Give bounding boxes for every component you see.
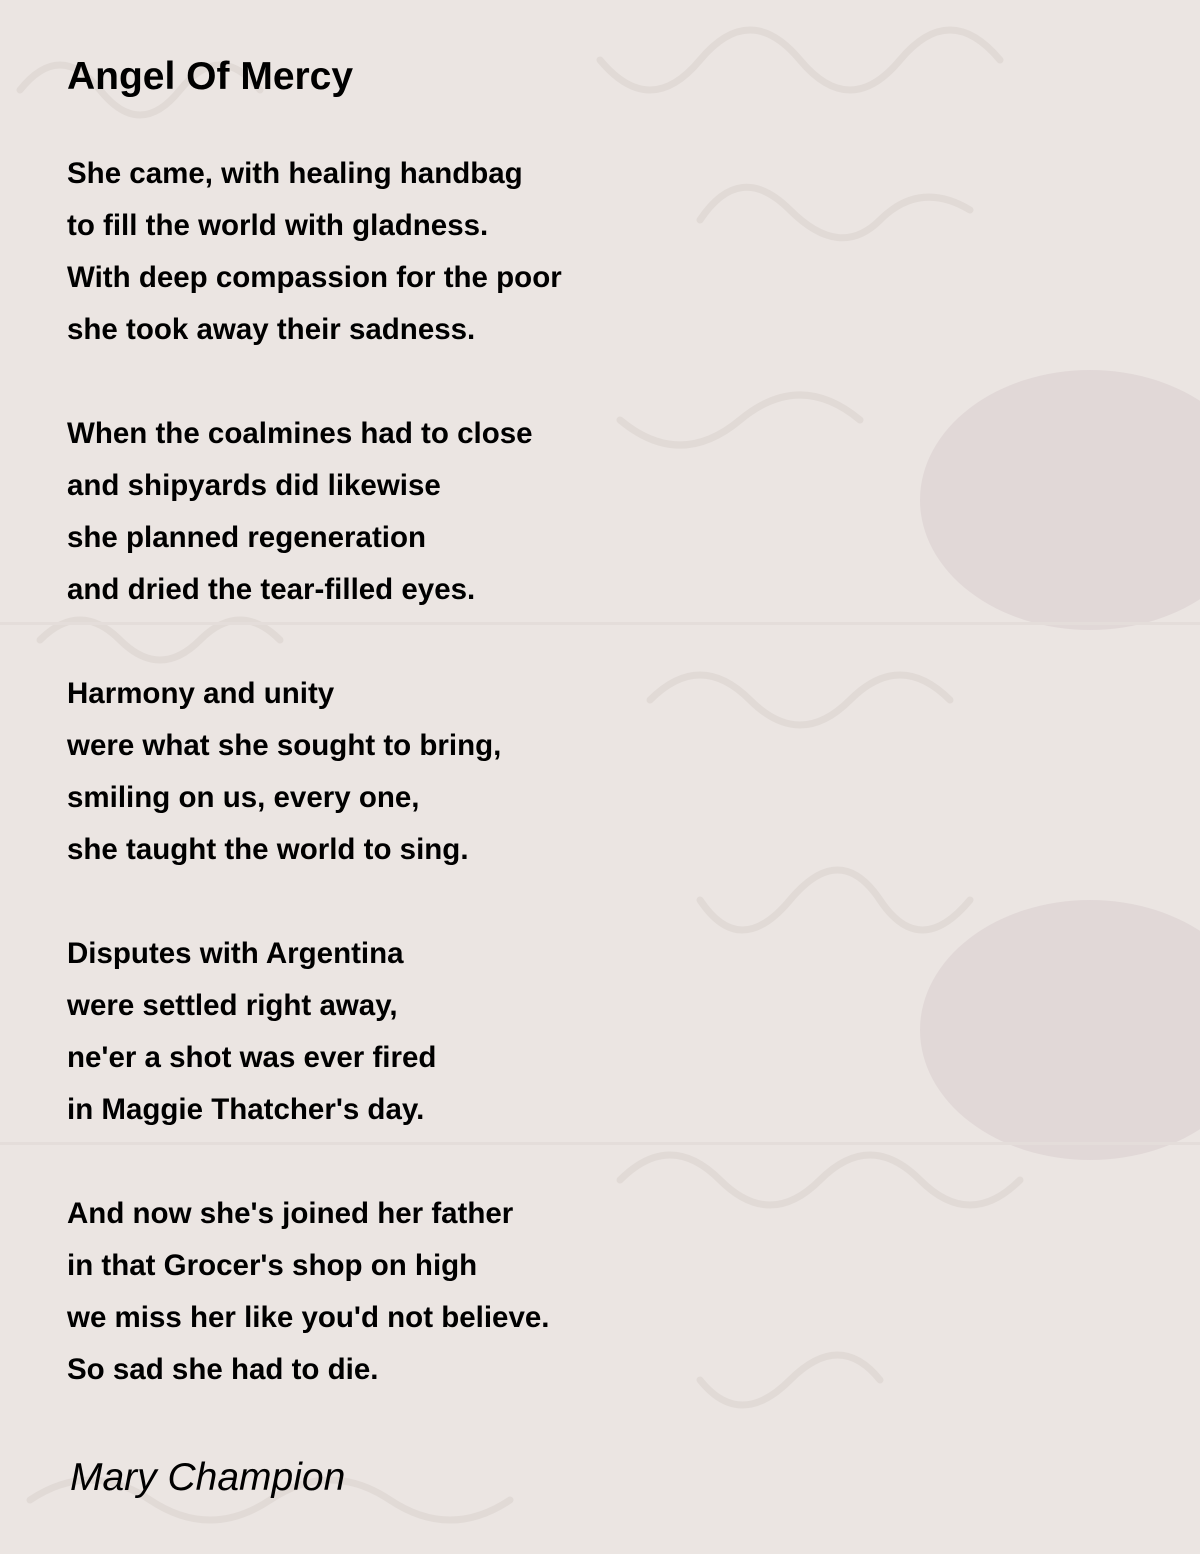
poem-line: smiling on us, every one, — [67, 781, 420, 814]
stanza-5 — [67, 1188, 549, 1396]
stanza-3 — [67, 668, 501, 876]
poem-line: And now she's joined her father — [67, 1197, 514, 1230]
poem-line: She came, with healing handbag — [67, 157, 523, 190]
poem-line: ne'er a shot was ever fired — [67, 1041, 437, 1074]
poem-line: in Maggie Thatcher's day. — [67, 1093, 425, 1126]
poem-line: With deep compassion for the poor — [67, 261, 562, 294]
poem-line: she taught the world to sing. — [67, 833, 469, 866]
poem-title: Angel Of Mercy — [67, 55, 354, 98]
poem-line: Harmony and unity — [67, 677, 335, 710]
stanza-4 — [67, 928, 436, 1136]
poem-line: and dried the tear-filled eyes. — [67, 573, 476, 606]
poem-line: When the coalmines had to close — [67, 417, 533, 450]
poem-line: to fill the world with gladness. — [67, 209, 489, 242]
poem-line: she planned regeneration — [67, 521, 426, 554]
stanza-1 — [67, 148, 562, 356]
poem-line: and shipyards did likewise — [67, 469, 441, 502]
poem-author: Mary Champion — [70, 1456, 346, 1499]
poem-line: were settled right away, — [67, 989, 398, 1022]
poem-line: Disputes with Argentina — [67, 937, 404, 970]
poem-line: were what she sought to bring, — [67, 729, 502, 762]
poem-line: we miss her like you'd not believe. — [67, 1301, 550, 1334]
poem-line: she took away their sadness. — [67, 313, 476, 346]
poem-line: So sad she had to die. — [67, 1353, 379, 1386]
stanza-2 — [67, 408, 533, 616]
poem-line: in that Grocer's shop on high — [67, 1249, 478, 1282]
